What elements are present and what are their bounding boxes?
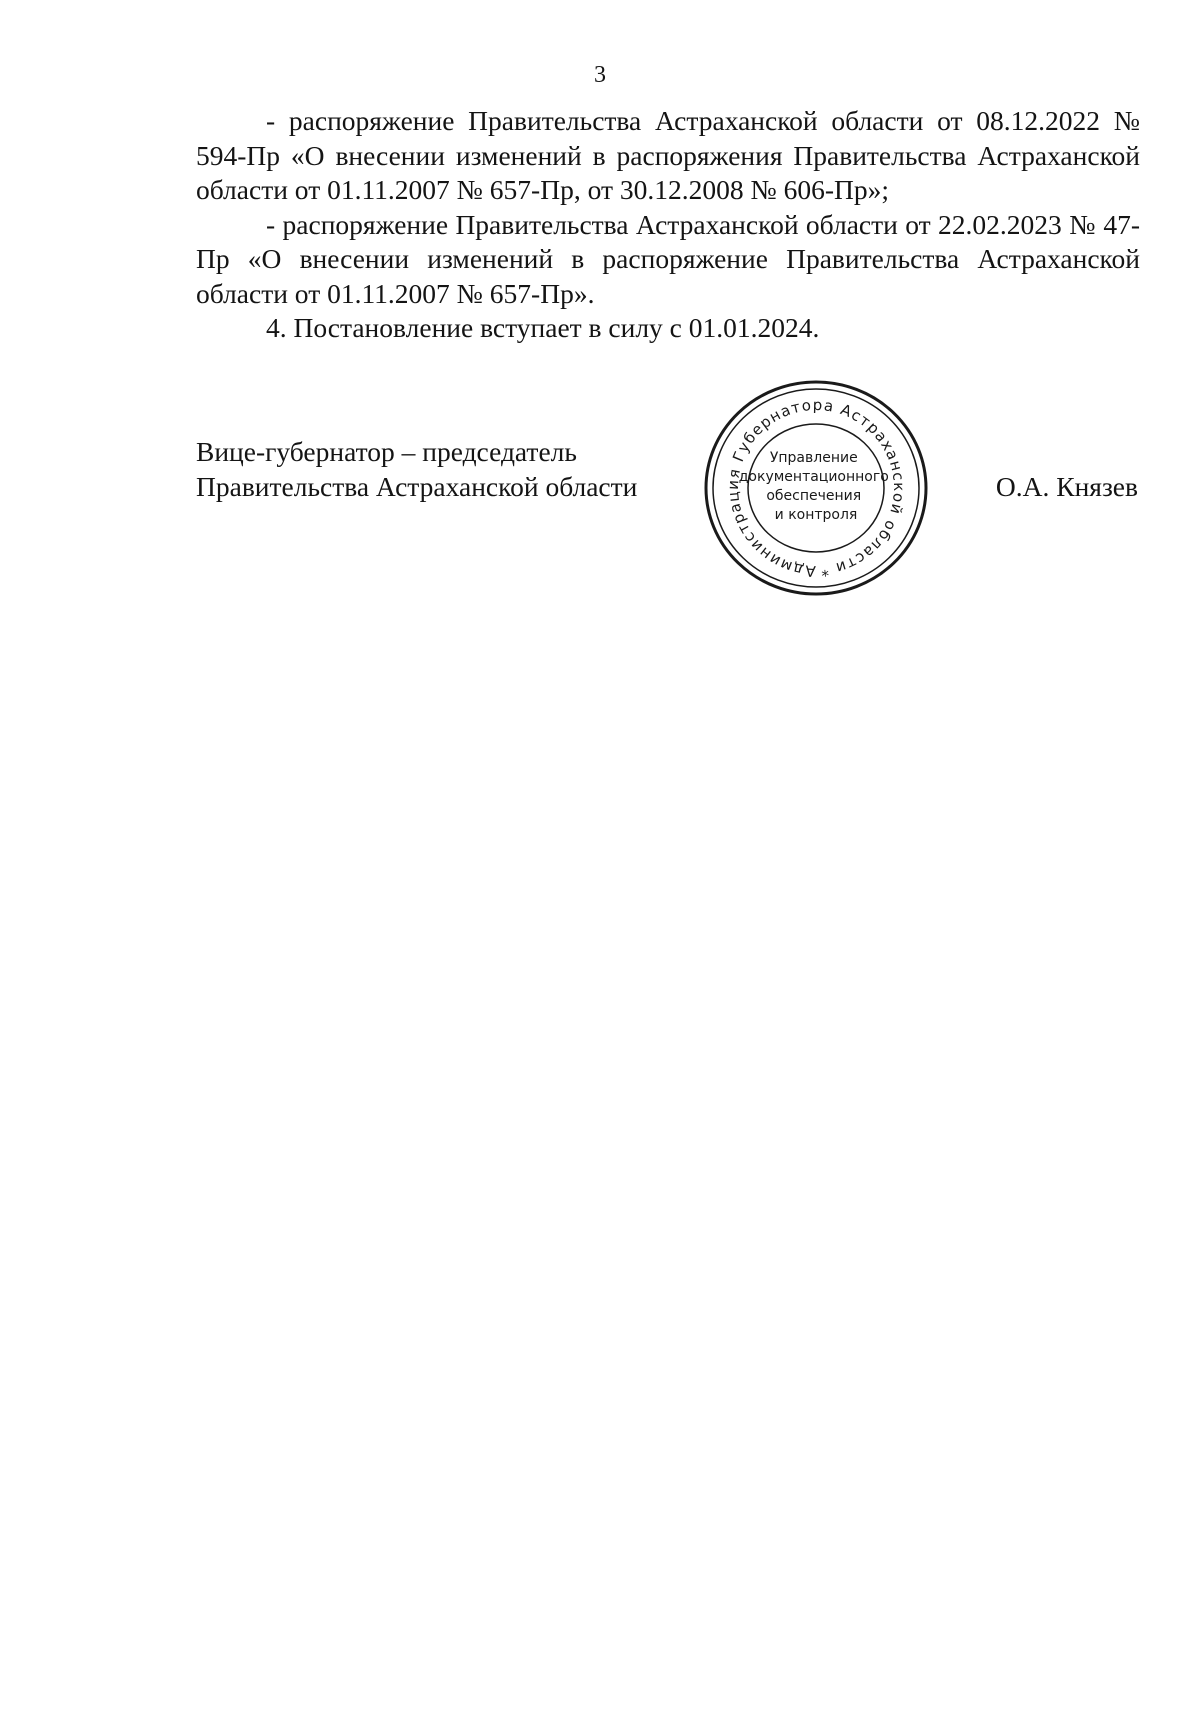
- list-item-order-594: - распоряжение Правительства Астраханской области от 08.12.2022 № 594-Пр «О внесении изменений в распоряжения Правительства Астраханской области от 01.11.2007 № 657-Пр, от 30.12.2008 № 606-Пр»;: [196, 105, 1140, 205]
- page-number: 3: [594, 62, 606, 88]
- signatory-name: О.А. Князев: [995, 471, 1138, 502]
- signatory-position-line-2: Правительства Астраханской области: [196, 470, 638, 502]
- seal-center-text: [739, 450, 894, 523]
- seal-graphic: [701, 378, 931, 598]
- seal-center-line-2: документационного: [738, 469, 889, 485]
- seal-center-line-3: обеспечения: [766, 488, 862, 504]
- list-item-order-47: - распоряжение Правительства Астраханской области от 22.02.2023 № 47-Пр «О внесении изменений в распоряжение Правительства Астраханской области от 01.11.2007 № 657-Пр».: [196, 208, 1140, 309]
- official-seal-stamp: [701, 378, 931, 598]
- seal-ring-text: Администрация Губернатора Астраханской области *: [723, 395, 909, 581]
- signatory-position: [196, 435, 676, 504]
- document-body: [196, 104, 1140, 346]
- seal-center-line-4: и контроля: [774, 507, 858, 523]
- effective-date-clause: 4. Постановление вступает в силу с 01.01.2024.: [266, 312, 820, 343]
- seal-center-line-1: Управление: [769, 450, 858, 466]
- signatory-position-line-1: Вице-губернатор – председатель: [196, 436, 577, 467]
